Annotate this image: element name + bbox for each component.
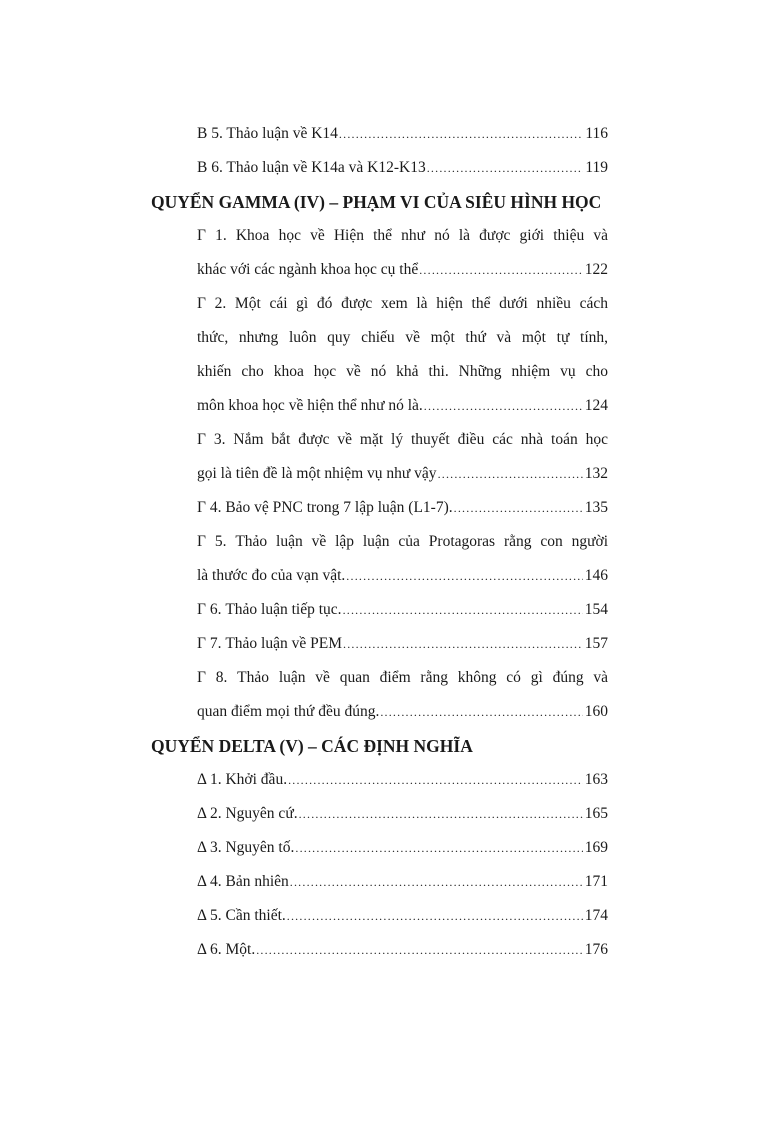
dot-leader <box>424 389 583 423</box>
toc-entry-g4[interactable] <box>151 491 608 525</box>
toc-entry-title: Γ 7. Thảo luận về PEM <box>197 635 342 652</box>
toc-entry-title: B 5. Thảo luận về K14 <box>197 125 338 142</box>
toc-entry-title: Δ 1. Khởi đầu. <box>197 771 288 788</box>
toc-page-number: 116 <box>585 125 608 142</box>
toc-entry-g2-line1[interactable]: Γ 2. Một cái gì đó được xem là hiện thể dưới nhiều cách <box>197 295 608 312</box>
dot-leader <box>343 627 583 661</box>
dot-leader <box>299 797 583 831</box>
toc-entry-title: Δ 4. Bản nhiên <box>197 873 289 890</box>
toc-page-number: 132 <box>584 465 608 482</box>
toc-entry-title: Δ 6. Một. <box>197 941 256 958</box>
dot-leader <box>380 695 582 729</box>
toc-entry-title: môn khoa học về hiện thể như nó là. <box>197 397 423 414</box>
toc-page-number: 135 <box>584 499 608 516</box>
table-of-contents <box>151 117 608 967</box>
section-heading-gamma: QUYỂN GAMMA (IV) – PHẠM VI CỦA SIÊU HÌNH HỌC <box>151 192 602 212</box>
toc-entry-g1-line1[interactable]: Γ 1. Khoa học về Hiện thể như nó là được giới thiệu và <box>197 227 608 244</box>
dot-leader <box>339 117 583 151</box>
toc-page-number: 157 <box>584 635 608 652</box>
toc-page-number: 165 <box>584 805 608 822</box>
toc-entry-g6[interactable] <box>151 593 608 627</box>
toc-entry-g3-line1[interactable]: Γ 3. Nắm bắt được về mặt lý thuyết điều các nhà toán học <box>197 431 608 448</box>
toc-entry-title: B 6. Thảo luận về K14a và K12-K13 <box>197 159 426 176</box>
toc-entry-d5[interactable] <box>151 899 608 933</box>
toc-entry-d3[interactable] <box>151 831 608 865</box>
dot-leader <box>346 559 582 593</box>
toc-page-number: 174 <box>584 907 608 924</box>
toc-entry-g5[interactable] <box>151 559 608 593</box>
toc-entry-d4[interactable] <box>151 865 608 899</box>
toc-entry-title: Δ 5. Cần thiết. <box>197 907 286 924</box>
toc-entry-g5-line1[interactable]: Γ 5. Thảo luận về lập luận của Protagoras rằng con người <box>197 533 608 550</box>
toc-entry-g1[interactable] <box>151 253 608 287</box>
toc-page-number: 124 <box>584 397 608 414</box>
toc-entry-b6[interactable] <box>151 151 608 185</box>
dot-leader <box>290 865 583 899</box>
dot-leader <box>288 763 583 797</box>
dot-leader <box>287 899 583 933</box>
toc-page-number: 169 <box>584 839 608 856</box>
toc-entry-g2-line3[interactable]: khiến cho khoa học về nó khả thi. Những nhiệm vụ cho <box>197 363 608 380</box>
dot-leader <box>427 151 584 185</box>
toc-entry-title: Δ 2. Nguyên cứ. <box>197 805 298 822</box>
toc-entry-d6[interactable] <box>151 933 608 967</box>
dot-leader <box>295 831 582 865</box>
toc-page-number: 119 <box>585 159 608 176</box>
toc-page-number: 171 <box>584 873 608 890</box>
toc-entry-g8[interactable] <box>151 695 608 729</box>
toc-page-number: 176 <box>584 941 608 958</box>
toc-entry-title: Γ 6. Thảo luận tiếp tục. <box>197 601 342 618</box>
toc-entry-title: quan điểm mọi thứ đều đúng. <box>197 703 380 720</box>
toc-page-number: 146 <box>584 567 608 584</box>
toc-entry-g8-line1[interactable]: Γ 8. Thảo luận về quan điểm rằng không có gì đúng và <box>197 669 608 686</box>
toc-entry-title: Γ 4. Bảo vệ PNC trong 7 lập luận (L1-7). <box>197 499 453 516</box>
toc-entry-title: khác với các ngành khoa học cụ thể <box>197 261 419 278</box>
toc-entry-d2[interactable] <box>151 797 608 831</box>
toc-entry-g2-line2[interactable]: thức, nhưng luôn quy chiếu về một thứ và một tự tính, <box>197 329 608 346</box>
toc-page-number: 160 <box>584 703 608 720</box>
toc-entry-title: Δ 3. Nguyên tố. <box>197 839 295 856</box>
section-heading-delta: QUYỂN DELTA (V) – CÁC ĐỊNH NGHĨA <box>151 736 473 756</box>
dot-leader <box>454 491 583 525</box>
dot-leader <box>343 593 583 627</box>
toc-entry-title: là thước đo của vạn vật. <box>197 567 346 584</box>
toc-entry-title: gọi là tiên đề là một nhiệm vụ như vậy <box>197 465 437 482</box>
toc-page-number: 122 <box>584 261 608 278</box>
toc-entry-g3[interactable] <box>151 457 608 491</box>
dot-leader <box>438 457 583 491</box>
dot-leader <box>256 933 583 967</box>
toc-entry-g2[interactable] <box>151 389 608 423</box>
toc-page-number: 163 <box>584 771 608 788</box>
dot-leader <box>419 253 583 287</box>
toc-entry-b5[interactable] <box>151 117 608 151</box>
toc-page-number: 154 <box>584 601 608 618</box>
toc-entry-g7[interactable] <box>151 627 608 661</box>
toc-entry-d1[interactable] <box>151 763 608 797</box>
